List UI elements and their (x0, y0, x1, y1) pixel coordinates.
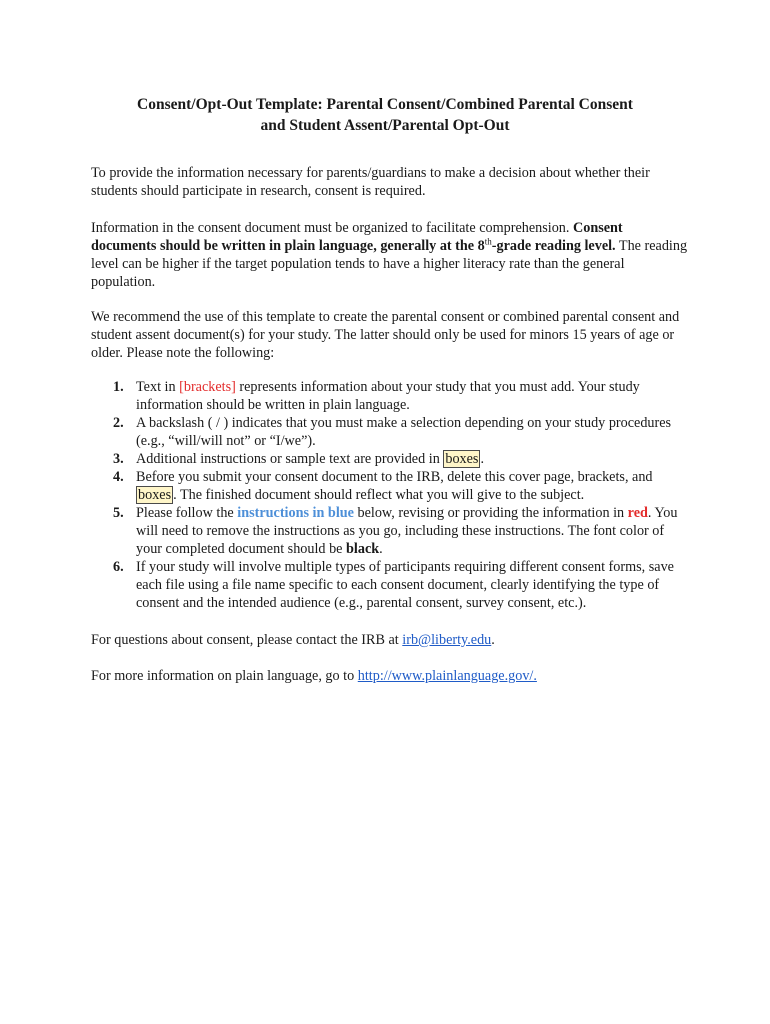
list-item: 3. Additional instructions or sample text are provided in boxes . (113, 451, 484, 467)
red-example: red (627, 505, 648, 521)
contact-paragraph: For questions about consent, please contact the IRB at irb@liberty.edu. (91, 632, 495, 648)
reading-level-paragraph (91, 219, 691, 291)
plain-language-link[interactable]: http://www.plainlanguage.gov/. (357, 668, 537, 684)
list-number: 1. (113, 379, 124, 395)
blue-instructions-example: instructions in blue (237, 505, 354, 521)
document-title (80, 94, 690, 136)
brackets-example: [brackets] (179, 379, 236, 395)
list-item: 2. A backslash ( / ) indicates that you must make a selection depending on your study procedures (e.g., “will/will not” or “I/we”). (113, 415, 672, 449)
title-line-2: and Student Assent/Parental Opt-Out (260, 117, 510, 134)
list-number: 3. (113, 451, 124, 467)
intro-paragraph (91, 164, 691, 200)
list-number: 5. (113, 505, 124, 521)
boxes-example: boxes (138, 487, 172, 503)
reading-bold-a: Consent documents should be written in plain language, generally at the 8 (91, 220, 623, 254)
black-example: black (346, 541, 380, 557)
template-text: We recommend the use of this template to create the parental consent or combined parental consent and student assent document(s) for your study. The latter should only be used for minors 15 years of age or older. Please note the following: (91, 309, 680, 361)
reading-sup: th (484, 236, 492, 247)
reading-bold-b: -grade reading level. (491, 238, 616, 254)
irb-email-link[interactable]: irb@liberty.edu (402, 632, 492, 648)
reading-lead: Information in the consent document must be organized to facilitate comprehension. (91, 220, 573, 236)
title-line-1: Consent/Opt-Out Template: Parental Consent/Combined Parental Consent (137, 96, 633, 113)
reading-tail: The reading level can be higher if the target population tends to have a higher literacy rate than the general population. (91, 238, 688, 290)
list-number: 4. (113, 469, 124, 485)
boxes-example: boxes (445, 451, 479, 467)
intro-text: To provide the information necessary for parents/guardians to make a decision about whether their students should participate in research, consent is required. (91, 165, 650, 199)
plain-language-paragraph: For more information on plain language, go to http://www.plainlanguage.gov/. (91, 668, 537, 684)
list-item: 6. If your study will involve multiple types of participants requiring different consent forms, save each file using a file name specific to each consent document, clearly identifying the type of consent and the intended audience (e.g., parental consent, survey consent, etc.). (113, 559, 674, 611)
list-item: 1. Text in [brackets] represents information about your study that you must add. Your study information should be written in plain language. (113, 379, 640, 413)
list-item: 5. Please follow the instructions in blue below, revising or providing the information in red. You will need to remove the instructions as you go, including these instructions. The font color of your completed document should be black. (113, 505, 678, 557)
template-paragraph (91, 308, 691, 362)
instructions-list (91, 378, 691, 612)
list-number: 2. (113, 415, 124, 431)
list-item: 4. Before you submit your consent document to the IRB, delete this cover page, brackets, and boxes . The finished document should reflect what you will give to the subject. (113, 469, 653, 503)
list-number: 6. (113, 559, 124, 575)
